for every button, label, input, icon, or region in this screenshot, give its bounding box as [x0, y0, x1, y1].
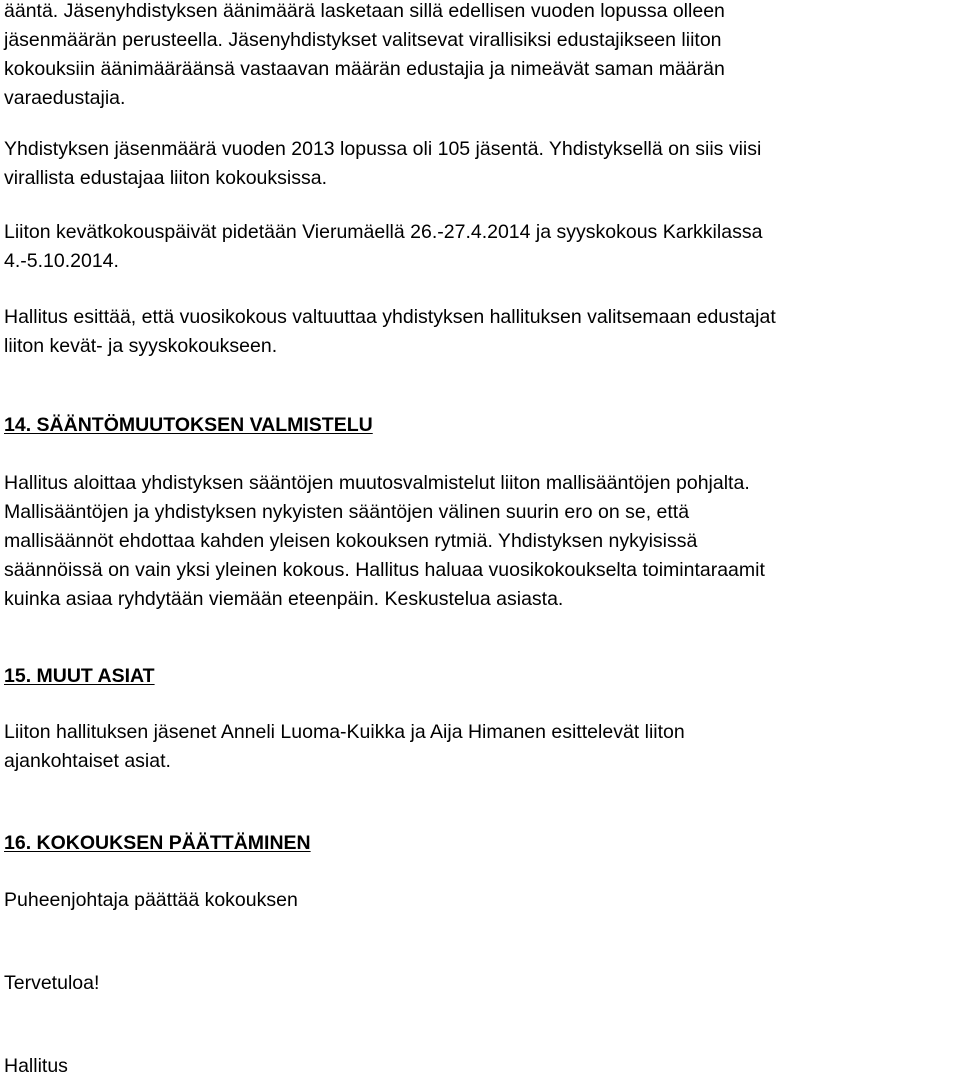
paragraph-voting-rules [4, 0, 725, 113]
text-line: Hallitus aloittaa yhdistyksen sääntöjen muutosvalmistelut liiton mallisääntöjen pohjalta. [4, 472, 750, 494]
text-line: Tervetuloa! [4, 972, 100, 994]
text-line: virallista edustajaa liiton kokouksissa. [4, 167, 327, 189]
text-line: Puheenjohtaja päättää kokouksen [4, 889, 298, 911]
section-heading-14: 14. SÄÄNTÖMUUTOKSEN VALMISTELU [4, 414, 373, 436]
text-line: mallisäännöt ehdottaa kahden yleisen kokouksen rytmiä. Yhdistyksen nykyisissä [4, 530, 698, 552]
text-line: ääntä. Jäsenyhdistyksen äänimäärä lasketaan sillä edellisen vuoden lopussa olleen [4, 0, 725, 22]
text-line: kokouksiin äänimääräänsä vastaavan määrän edustajia ja nimeävät saman määrän [4, 58, 725, 80]
text-line: Liiton kevätkokouspäivät pidetään Vierumäellä 26.-27.4.2014 ja syyskokous Karkkilassa [4, 221, 763, 243]
text-line: säännöissä on vain yksi yleinen kokous. Hallitus haluaa vuosikokoukselta toimintaraamit [4, 559, 765, 581]
paragraph-rules-change [4, 469, 765, 614]
signature-board [4, 1052, 68, 1081]
text-line: ajankohtaiset asiat. [4, 750, 171, 772]
text-line: jäsenmäärän perusteella. Jäsenyhdistykset valitsevat virallisiksi edustajikseen liiton [4, 29, 722, 51]
paragraph-welcome [4, 969, 99, 998]
paragraph-member-count [4, 135, 761, 193]
text-line: Hallitus esittää, että vuosikokous valtuuttaa yhdistyksen hallituksen valitsemaan edustajat [4, 306, 776, 328]
text-line: Mallisääntöjen ja yhdistyksen nykyisten sääntöjen välinen suurin ero on se, että [4, 501, 690, 523]
section-heading-15: 15. MUUT ASIAT [4, 665, 155, 687]
text-line: Yhdistyksen jäsenmäärä vuoden 2013 lopussa oli 105 jäsentä. Yhdistyksellä on siis viisi [4, 138, 762, 160]
text-line: Liiton hallituksen jäsenet Anneli Luoma-Kuikka ja Aija Himanen esittelevät liiton [4, 721, 685, 743]
section-heading-16: 16. KOKOUKSEN PÄÄTTÄMINEN [4, 832, 311, 854]
paragraph-meeting-dates [4, 218, 762, 276]
paragraph-board-proposal [4, 303, 776, 361]
text-line: kuinka asiaa ryhdytään viemään eteenpäin. Keskustelua asiasta. [4, 588, 564, 610]
text-line: varaedustajia. [4, 87, 126, 109]
paragraph-other-matters [4, 718, 685, 776]
text-line: 4.-5.10.2014. [4, 250, 119, 272]
text-line: liiton kevät- ja syyskokoukseen. [4, 335, 278, 357]
paragraph-closing [4, 886, 298, 915]
text-line: Hallitus [4, 1055, 68, 1077]
